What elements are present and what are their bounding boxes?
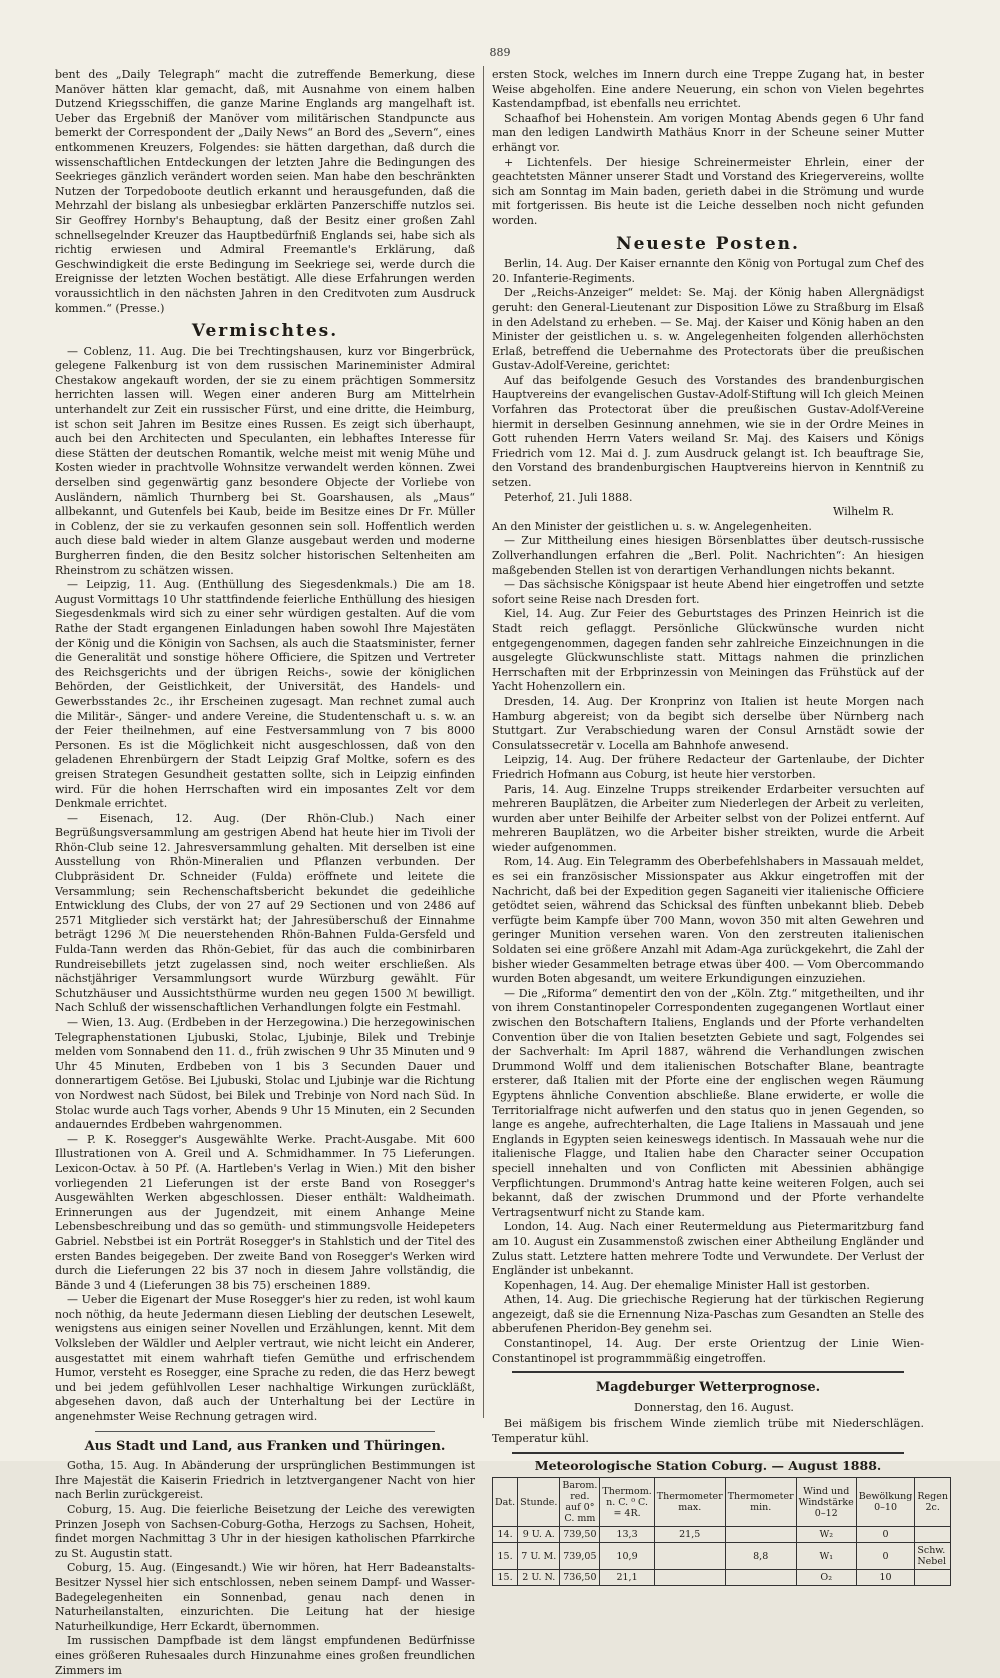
article-berlin-3: Auf das beifolgende Gesuch des Vorstandes des brandenburgischen Hauptvereins der evangelischen Gustav-Adolf-Stiftung will Ich gleich Meinen Vorfahren das Protectorat über die preußischen Gustav-Adolf-Vereine hiermit in derselben Gesinnung annehmen, wie sie in der Ordre Meines in Gott ruhenden Herrn Vaters weiland Sr. Maj. des Kaisers und Königs Friedrich vom 12. Mai d. J. zum Ausdruck gelangt ist. Ich beauftrage Sie, den Vorstand des brandenburgischen Hauptvereins hiervon in Kenntniß zu setzen.: [492, 373, 924, 490]
table-cell: 7 U. M.: [518, 1543, 560, 1570]
table-cell: W₁: [796, 1543, 856, 1570]
weather-table: [492, 1477, 951, 1586]
article-london: London, 14. Aug. Nach einer Reutermeldung aus Pietermaritzburg fand am 10. August ein Zusammenstoß zwischen einer Abtheilung Engländer und Zulus statt. Letztere hatten mehrere Todte und Verwundete. Der Verlust der Engländer ist unbekannt.: [492, 1220, 924, 1278]
table-header: Wind und Windstärke 0–12: [796, 1478, 856, 1527]
table-cell: Schw. Nebel: [915, 1543, 951, 1570]
table-cell: 736,50: [560, 1570, 600, 1586]
article-paris: Paris, 14. Aug. Einzelne Trupps streikender Erdarbeiter versuchten auf mehreren Bauplätzen, die Arbeiter zum Niederlegen der Arbeit zu verleiten, wurden aber unter Beihilfe der Arbeiter selbst von der Polizei entfernt. Auf mehreren Bauplätzen, wo die Arbeiter bisher streikten, wurde die Arbeit wieder aufgenommen.: [492, 782, 924, 854]
article-leipzig: — Leipzig, 11. Aug. (Enthüllung des Siegesdenkmals.) Die am 18. August Vormittags 10 Uhr stattfindende feierliche Enthüllung des hiesigen Siegesdenkmals wird sich zu einer sehr würdigen gestalten. Auf die vom Rathe der Stadt ergangenen Einladungen haben sowohl Ihre Majestäten der König und die Königin von Sachsen, als auch die Staatsminister, ferner die Generalität und sonstige höhere Officiere, die Spitzen und Vertreter des Reichsgerichts und der übrigen Reichs-, sowie der königlichen Behörden, der Geistlichkeit, der Universität, des Handels- und Gewerbsstandes 2c., ihr Erscheinen zugesagt. Man rechnet zumal auch die Militär-, Sänger- und andere Vereine, die Studentenschaft u. s. w. an der Feier theilnehmen, auf eine Festversammlung von 7 bis 8000 Personen. Es ist die Möglichkeit nicht ausgeschlossen, daß von den geladenen Ehrenbürgern der Stadt Leipzig Graf Moltke, sofern es des greisen Strategen Gesundheit gestatten sollte, sich in Leipzig einfinden wird. Für die hohen Herrschaften wird ein imposantes Zelt vor dem Denkmale errichtet.: [55, 578, 475, 811]
section-heading-vermischtes: Vermischtes.: [191, 321, 339, 342]
table-header: Dat.: [493, 1478, 518, 1527]
table-header: Bewölkung 0–10: [856, 1478, 915, 1527]
station-title: Meteorologische Station Coburg. — August 1888.: [534, 1457, 882, 1473]
table-header: Stunde.: [518, 1478, 560, 1527]
section-heading-stadt-land: Aus Stadt und Land, aus Franken und Thüringen.: [84, 1438, 446, 1454]
table-cell: 15.: [493, 1570, 518, 1586]
table-cell: [654, 1543, 725, 1570]
article-berlin-2: Der „Reichs-Anzeiger“ meldet: Se. Maj. der König haben Allergnädigst geruht: den General-Lieutenant zur Disposition Löwe zu Straßburg im Elsaß in den Adelstand zu erheben. — Se. Maj. der Kaiser und König haben an den Minister der geistlichen u. s. w. Angelegenheiten folgenden allerhöchsten Erlaß, betreffend die Uebernahme des Protectorats über die preußischen Gustav-Adolf-Vereine, gerichtet:: [492, 286, 924, 373]
table-header: Thermometer max.: [654, 1478, 725, 1527]
table-cell: 10: [856, 1570, 915, 1586]
article-muse: — Ueber die Eigenart der Muse Rosegger's hier zu reden, ist wohl kaum noch nöthig, da heute Jedermann diesen Liebling der deutschen Lesewelt, wenigstens aus einigen seiner Novellen und Erzählungen, kennt. Mit dem Volksleben der Wäldler und Aelpler vertraut, wie nicht leicht ein Anderer, ausgestattet mit einem wahrhaft tiefen Gemüthe und erfrischendem Humor, versteht es Rosegger, eine Sprache zu reden, die das Herz bewegt und bei jedem gefühlvollen Leser nachhaltige Wirkungen zurückläßt, abgesehen davon, daß auch der Unterhaltung bei der Lectüre in angenehmster Weise Rechnung getragen wird.: [55, 1293, 475, 1424]
table-cell: 0: [856, 1527, 915, 1543]
table-header: Thermometer min.: [725, 1478, 796, 1527]
column-rule: [483, 66, 484, 1418]
table-cell: [654, 1570, 725, 1586]
table-header: Thermom. n. C. ⁰ C. = 4R.: [600, 1478, 654, 1527]
table-cell: 10,9: [600, 1543, 654, 1570]
article-gotha: Gotha, 15. Aug. In Abänderung der ursprünglichen Bestimmungen ist Ihre Majestät die Kaiserin Friedrich in letztvergangener Nacht von hier nach Berlin zurückgereist.: [55, 1459, 475, 1502]
table-cell: 2 U. N.: [518, 1570, 560, 1586]
article-eisenach: — Eisenach, 12. Aug. (Der Rhön-Club.) Nach einer Begrüßungsversammlung am gestrigen Abend hat heute hier im Tivoli der Rhön-Club seine 12. Jahresversammlung gehalten. Mit derselben ist eine Ausstellung von Rhön-Mineralien und Pflanzen verbunden. Der Clubpräsident Dr. Schneider (Fulda) eröffnete und leitete die Versammlung; sein Rechenschaftsbericht bekundet die gedeihliche Entwicklung des Clubs, der von 27 auf 29 Sectionen und von 2486 auf 2571 Mitglieder sich verstärkt hat; der Jahresüberschuß der Einnahme beträgt 1296 ℳ Die neuerstehenden Rhön-Bahnen Fulda-Gersfeld und Fulda-Tann werden das Rhön-Gebiet, für das auch die combinirbaren Rundreisebillets jetzt zugelassen sind, noch weiter erschließen. Als nächstjähriger Versammlungsort wurde Würzburg gewählt. Für Schutzhäuser und Aussichtsthürme wurden neu gegen 1500 ℳ bewilligt. Nach Schluß der wissenschaftlichen Verhandlungen folgte ein Festmahl.: [55, 811, 475, 1015]
table-cell: [915, 1570, 951, 1586]
weather-forecast: Bei mäßigem bis frischem Winde ziemlich trübe mit Niederschlägen. Temperatur kühl.: [492, 1417, 924, 1446]
table-cell: 21,1: [600, 1570, 654, 1586]
dateline-peterhof: Peterhof, 21. Juli 1888.: [504, 490, 633, 504]
left-column: [55, 68, 475, 1678]
article-boerse: — Zur Mittheilung eines hiesigen Börsenblattes über deutsch-russische Zollverhandlungen erfahren die „Berl. Polit. Nachrichten“: An hiesigen maßgebenden Stellen ist von derartigen Verhandlungen nichts bekannt.: [492, 534, 924, 577]
addressee: An den Minister der geistlichen u. s. w. Angelegenheiten.: [492, 519, 812, 533]
table-cell: O₂: [796, 1570, 856, 1586]
table-cell: 9 U. A.: [518, 1527, 560, 1543]
divider: [95, 1431, 435, 1432]
article-riforma: — Die „Riforma“ dementirt den von der „Köln. Ztg.“ mitgetheilten, und ihr von ihrem Constantinopeler Correspondenten zugegangenen Wortlaut einer zwischen den Botschaftern Italiens, Englands und der Pforte verhandelten Convention über die von Italien besetzten Gebiete und sagt, Folgendes sei der Sachverhalt: Im April 1887, während die Verhandlungen zwischen Drummond Wolff und dem italienischen Botschafter Blane, beantragte ersterer, daß Italien mit der Pforte eine der englischen wegen Räumung Egyptens ähnliche Convention abschließe. Blane erwiderte, er wolle die Territorialfrage nicht aufwerfen und den status quo in jenen Gegenden, so lange es angehe, aufrechterhalten, die Lage Italiens in Massauah und jene Englands in Egypten seien keineswegs identisch. In Massauah wehe nur die italienische Flagge, und Italien habe den Character seiner Occupation speciell innehalten und von Conflicten mit Abessinien abhängige Verpflichtungen. Drummond's Antrag hatte keine weiteren Folgen, auch sei bekannt, daß der zwischen Drummond und der Pforte verhandelte Vertragsentwurf nicht zu Stande kam.: [492, 986, 924, 1219]
article-berlin-1: Berlin, 14. Aug. Der Kaiser ernannte den König von Portugal zum Chef des 20. Infanterie-Regiments.: [492, 257, 924, 285]
article-koenigspaar: — Das sächsische Königspaar ist heute Abend hier eingetroffen und setzte sofort seine Reise nach Dresden fort.: [492, 578, 924, 606]
article-leipzig-right: Leipzig, 14. Aug. Der frühere Redacteur der Gartenlaube, der Dichter Friedrich Hofmann aus Coburg, ist heute hier verstorben.: [492, 753, 924, 781]
section-heading-wetter: Magdeburger Wetterprognose.: [595, 1380, 821, 1396]
table-header: Barom. red. auf 0° C. mm: [560, 1478, 600, 1527]
table-header: Regen 2c.: [915, 1478, 951, 1527]
table-cell: [725, 1527, 796, 1543]
divider-thick-2: [512, 1452, 904, 1454]
table-cell: 13,3: [600, 1527, 654, 1543]
table-header-row: [493, 1478, 951, 1527]
signature-wilhelm: Wilhelm R.: [833, 505, 894, 519]
table-cell: 0: [856, 1543, 915, 1570]
section-heading-neueste-posten: Neueste Posten.: [616, 233, 800, 254]
article-rosegger: — P. K. Rosegger's Ausgewählte Werke. Pracht-Ausgabe. Mit 600 Illustrationen von A. Greil und A. Schmidhammer. In 75 Lieferungen. Lexicon-Octav. à 50 Pf. (A. Hartleben's Verlag in Wien.) Mit den bisher vorliegenden 21 Lieferungen ist der erste Band von Rosegger's Ausgewählten Werken abgeschlossen. Dieser enthält: Waldheimath. Erinnerungen aus der Jugendzeit, mit einem Anhange Meine Lebensbeschreibung und das so gemüth- und stimmungsvolle Heidepeters Gabriel. Nebstbei ist ein Porträt Rosegger's in Stahlstich und der Titel des ersten Bandes beigegeben. Der zweite Band von Rosegger's Werken wird durch die Lieferungen 22 bis 37 noch in diesem Jahre vollständig, die Bände 3 und 4 (Lieferungen 38 bis 75) erscheinen 1889.: [55, 1132, 475, 1292]
article-rom: Rom, 14. Aug. Ein Telegramm des Oberbefehlshabers in Massauah meldet, es sei ein französischer Missionspater aus Akkur eingetroffen mit der Nachricht, daß bei der Expedition gegen Saganeiti vier italienische Officiere getödtet seien, während das Schicksal des fünften unbekannt blieb. Debeb verfügte beim Kampfe über 700 Mann, wovon 350 mit alten Gewehren und geringer Munition versehen waren. Von den zerstreuten italienischen Soldaten sei eine größere Anzahl mit Adam-Aga zurückgekehrt, die Zahl der bisher wieder Gesammelten betrage etwas über 400. — Vom Obercommando wurden Boten abgesandt, um weitere Erkundigungen einzuziehen.: [492, 855, 924, 986]
weather-date: Donnerstag, den 16. August.: [634, 1400, 794, 1414]
table-cell: 8,8: [725, 1543, 796, 1570]
page-number: 889: [489, 46, 511, 59]
table-cell: 739,50: [560, 1527, 600, 1543]
table-cell: [915, 1527, 951, 1543]
article-coburg-2: Coburg, 15. Aug. (Eingesandt.) Wie wir hören, hat Herr Badeanstalts-Besitzer Nyssel hier sich entschlossen, neben seinem Dampf- und Wasser-Badegelegenheiten ein Sonnenbad, genau nach denen in Naturheilanstalten, einzurichten. Die Leitung hat der hiesige Naturheilkundige, Herr Eckardt, übernommen.: [55, 1561, 475, 1633]
article-dresden: Dresden, 14. Aug. Der Kronprinz von Italien ist heute Morgen nach Hamburg abgereist; von da begibt sich derselbe über Nürnberg nach Stuttgart. Zur Verabschiedung waren der Consul Arnstädt sowie der Consulatssecretär v. Locella am Bahnhofe anwesend.: [492, 694, 924, 752]
article-coburg-1: Coburg, 15. Aug. Die feierliche Beisetzung der Leiche des verewigten Prinzen Joseph von Sachsen-Coburg-Gotha, Herzogs zu Sachsen, Hoheit, findet morgen Nachmittag 3 Uhr in der hiesigen katholischen Pfarrkirche zu St. Augustin statt.: [55, 1503, 475, 1560]
article-lichtenfels: + Lichtenfels. Der hiesige Schreinermeister Ehrlein, einer der geachtetsten Männer unserer Stadt und Vorstand des Kriegervereins, wollte sich am Sonntag im Main baden, gerieth dabei in die Strömung und wurde mit fortgerissen. Bis heute ist die Leiche desselben noch nicht gefunden worden.: [492, 155, 924, 227]
article-coblenz: — Coblenz, 11. Aug. Die bei Trechtingshausen, kurz vor Bingerbrück, gelegene Falkenburg ist von dem russischen Marineminister Admiral Chestakow angekauft worden, der sie zu einem prächtigen Sommersitz herrichten lassen will. Wegen einer anderen Burg am Mittelrhein unterhandelt zur Zeit ein russischer Fürst, und eine dritte, die Heimburg, ist schon seit Jahren im Besitze eines Russen. Es zeigt sich überhaupt, auch bei den Architecten und Speculanten, ein lebhaftes Interesse für diese Stätten der deutschen Romantik, welche meist mit wenig Mühe und Kosten wieder in prachtvolle Wohnsitze verwandelt werden können. Zwei derselben sind gegenwärtig ganz besondere Objecte der Vorliebe von Ausländern, nämlich Thurnberg bei St. Goarshausen, als „Maus“ allbekannt, und Gutenfels bei Kaub, beide im Besitze eines Dr Fr. Müller in Coblenz, der sie zu verkaufen gesonnen sein soll. Hoffentlich werden auch diese bald wieder in altem Glanze ausgebaut werden und moderne Burgherren finden, die den Besitz solcher historischen Seltenheiten am Rheinstrom zu schätzen wissen.: [55, 344, 475, 577]
article-athen: Athen, 14. Aug. Die griechische Regierung hat der türkischen Regierung angezeigt, daß sie die Ernennung Niza-Paschas zum Gesandten an Stelle des abberufenen Pheridon-Bey genehm sei.: [492, 1293, 924, 1336]
article-kopenhagen: Kopenhagen, 14. Aug. Der ehemalige Minister Hall ist gestorben.: [504, 1278, 870, 1292]
divider-thick: [512, 1371, 904, 1373]
table-cell: 739,05: [560, 1543, 600, 1570]
article-opening: bent des „Daily Telegraph“ macht die zutreffende Bemerkung, diese Manöver hätten klar gemacht, daß, mit Ausnahme von einem halben Dutzend Kriegsschiffen, die ganze Marine Englands arg mangelhaft ist. Ueber das Ergebniß der Manöver vom militärischen Standpuncte aus bemerkt der Correspondent der „Daily News“ an Bord des „Severn“, eines entkommenen Kreuzers, Folgendes: sie hätten dargethan, daß durch die wissenschaftlichen Entdeckungen der letzten Jahre die Bedingungen des Seekrieges gänzlich verändert worden seien. Man habe den beschränkten Nutzen der Torpedoboote deutlich erkannt und herausgefunden, daß die Mehrzahl der bislang als unbesiegbar erklärten Panzerschiffe nutzlos sei. Sir Geoffrey Hornby's Behauptung, daß der Besitz einer großen Zahl schnellsegelnder Kreuzer das Hauptbedürfniß Englands sei, habe sich als richtig erwiesen und Admiral Freemantle's Erklärung, daß Geschwindigkeit die erste Bedingung im Seekriege sei, werde durch die Ereignisse der letzten Wochen bestätigt. Alle diese Erfahrungen werden voraussichtlich in den nächsten Jahren in den Creditvoten zum Ausdruck kommen.“ (Presse.): [55, 68, 475, 315]
table-cell: W₂: [796, 1527, 856, 1543]
article-wien: — Wien, 13. Aug. (Erdbeben in der Herzegowina.) Die herzegowinischen Telegraphenstationen Ljubuski, Stolac, Ljubinje, Bilek und Trebinje melden vom Sonnabend den 11. d., früh zwischen 9 Uhr 35 Minuten und 9 Uhr 45 Minuten, Erdbeben von 1 bis 3 Secunden Dauer und donnerartigem Getöse. Bei Ljubuski, Stolac und Ljubinje war die Richtung von Nordwest nach Südost, bei Bilek und Trebinje von Nord nach Süd. In Stolac wurde auch Tags vorher, Abends 9 Uhr 15 Minuten, ein 2 Secunden andauerndes Erdbeben wahrgenommen.: [55, 1016, 475, 1132]
table-row: [493, 1543, 951, 1570]
table-cell: 14.: [493, 1527, 518, 1543]
right-column: [492, 68, 948, 1586]
article-opening-right: ersten Stock, welches im Innern durch eine Treppe Zugang hat, in bester Weise abgeholfen. Eine andere Neuerung, ein schon von Vielen begehrtes Kastendampfbad, ist ebenfalls neu errichtet.: [492, 68, 924, 111]
article-schaafhof: Schaafhof bei Hohenstein. Am vorigen Montag Abends gegen 6 Uhr fand man den ledigen Landwirth Mathäus Knorr in der Scheune seiner Mutter erhängt vor.: [492, 111, 924, 154]
table-cell: 21,5: [654, 1527, 725, 1543]
article-dampfbade: Im russischen Dampfbade ist dem längst empfundenen Bedürfnisse eines größeren Ruhesaales durch Hinzunahme eines großen freundlichen Zimmers im: [55, 1634, 475, 1677]
article-kiel: Kiel, 14. Aug. Zur Feier des Geburtstages des Prinzen Heinrich ist die Stadt reich geflaggt. Persönliche Glückwünsche wurden nicht entgegengenommen, dagegen fanden sehr zahlreiche Einzeichnungen in die ausgelegte Glückwunschliste statt. Mittags nahmen die prinzlichen Herrschaften mit der Erbprinzessin von Meiningen das Frühstück auf der Yacht Hohenzollern ein.: [492, 607, 924, 694]
table-cell: 15.: [493, 1543, 518, 1570]
table-row: [493, 1527, 951, 1543]
table-row: [493, 1570, 951, 1586]
table-cell: [725, 1570, 796, 1586]
article-konstantinopel: Constantinopel, 14. Aug. Der erste Orientzug der Linie Wien-Constantinopel ist programmmäßig eingetroffen.: [492, 1337, 924, 1365]
